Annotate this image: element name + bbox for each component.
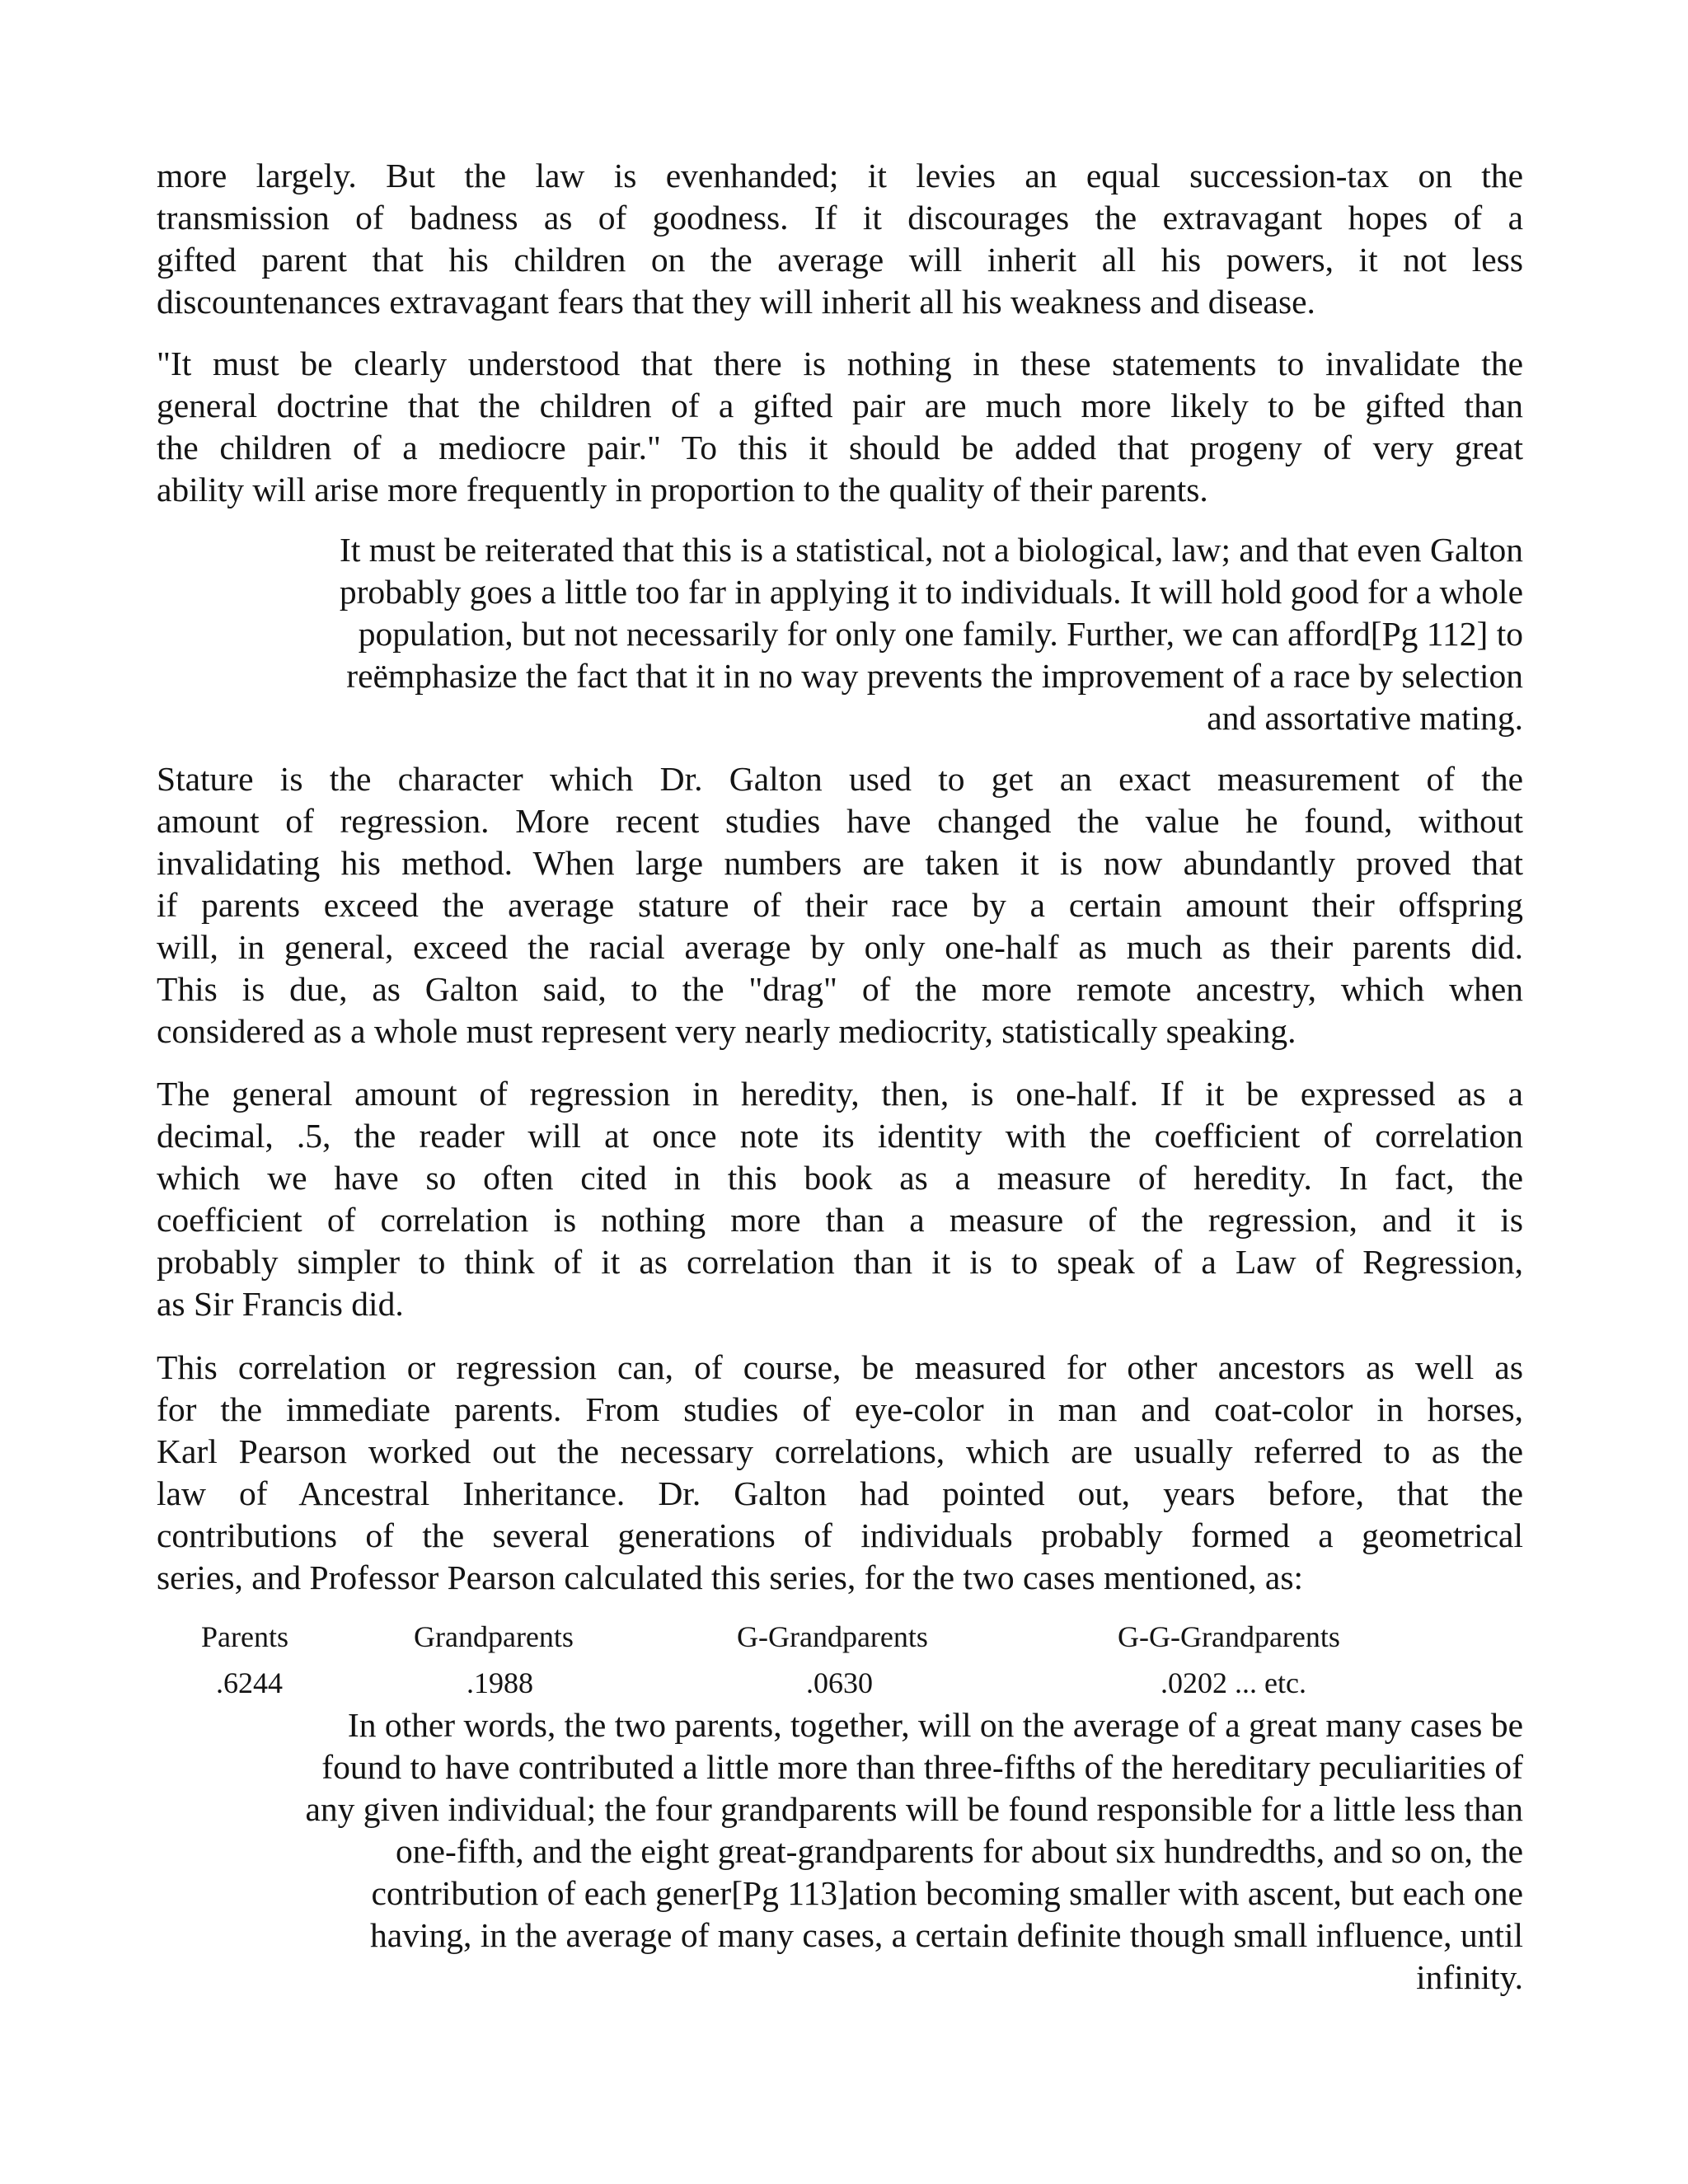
text-line: considered as a whole must represent very nearly mediocrity, statistically speaking. (157, 1012, 1296, 1050)
text-line: any given individual; the four grandparents will be found responsible for a little less than (305, 1790, 1523, 1828)
text-line: contributions of the several generations of individuals probably formed a geometrical (157, 1516, 1523, 1554)
text-line: discountenances extravagant fears that they will inherit all his weakness and disease. (157, 283, 1315, 321)
paragraph-in-other-words (157, 1704, 1523, 1999)
text-line: and assortative mating. (1207, 699, 1523, 737)
text-line: ability will arise more frequently in proportion to the quality of their parents. (157, 471, 1208, 509)
paragraph-succession-tax (157, 155, 1523, 323)
table-header: G-G-Grandparents (1118, 1620, 1340, 1653)
ancestral-contribution-table (157, 1619, 1523, 1701)
text-line: one-fifth, and the eight great-grandparents for about six hundredths, and so on, the (396, 1832, 1523, 1870)
text-line: more largely. But the law is evenhanded; it levies an equal succession-tax on the (157, 157, 1523, 194)
text-line: Stature is the character which Dr. Galton used to get an exact measurement of the (157, 760, 1523, 798)
table-header: Grandparents (414, 1620, 574, 1653)
text-line: infinity. (1416, 1958, 1523, 1996)
table-cell: .6244 (216, 1666, 283, 1699)
paragraph-ancestral-inheritance (157, 1347, 1523, 1599)
table-cell: .0630 (806, 1666, 873, 1699)
table-header: G-Grandparents (737, 1620, 928, 1653)
text-line: general doctrine that the children of a gifted pair are much more likely to be gifted than (157, 387, 1523, 424)
text-line: probably goes a little too far in applying it to individuals. It will hold good for a whole (339, 573, 1523, 611)
text-line: amount of regression. More recent studies have changed the value he found, without (157, 802, 1523, 840)
text-line: The general amount of regression in heredity, then, is one-half. If it be expressed as a (157, 1075, 1523, 1113)
text-line: It must be reiterated that this is a statistical, not a biological, law; and that even Galton (340, 531, 1523, 569)
text-line: having, in the average of many cases, a certain definite though small influence, until (370, 1916, 1523, 1954)
text-line: will, in general, exceed the racial average by only one-half as much as their parents did. (157, 928, 1523, 966)
paragraph-regression (157, 1073, 1523, 1325)
text-line: Karl Pearson worked out the necessary correlations, which are usually referred to as the (157, 1432, 1523, 1470)
paragraph-quotation (157, 343, 1523, 511)
paragraph-stature (157, 758, 1523, 1052)
paragraph-statistical-law (157, 529, 1523, 739)
text-line: invalidating his method. When large numbers are taken it is now abundantly proved that (157, 844, 1523, 882)
text-line: This correlation or regression can, of course, be measured for other ancestors as well as (157, 1348, 1523, 1386)
text-line: probably simpler to think of it as correlation than it is to speak of a Law of Regression, (157, 1243, 1523, 1281)
text-line: decimal, .5, the reader will at once note its identity with the coefficient of correlation (157, 1117, 1523, 1155)
text-line: for the immediate parents. From studies of eye-color in man and coat-color in horses, (157, 1390, 1523, 1428)
text-line: "It must be clearly understood that there is nothing in these statements to invalidate the (157, 344, 1523, 382)
table-cell: .1988 (467, 1666, 533, 1699)
text-line: reëmphasize the fact that it in no way prevents the improvement of a race by selection (346, 657, 1523, 695)
text-line: which we have so often cited in this book as a measure of heredity. In fact, the (157, 1159, 1523, 1197)
text-line: In other words, the two parents, together, will on the average of a great many cases be (347, 1706, 1523, 1744)
text-line: as Sir Francis did. (157, 1285, 404, 1323)
text-line: transmission of badness as of goodness. If it discourages the extravagant hopes of a (157, 199, 1523, 237)
text-line: population, but not necessarily for only one family. Further, we can afford[Pg 112] to (358, 615, 1523, 653)
text-line: found to have contributed a little more than three-fifths of the hereditary peculiarities of (321, 1748, 1523, 1786)
text-line: if parents exceed the average stature of their race by a certain amount their offspring (157, 886, 1523, 924)
table-header: Parents (201, 1620, 288, 1653)
text-line: the children of a mediocre pair." To this it should be added that progeny of very great (157, 429, 1523, 466)
text-line: law of Ancestral Inheritance. Dr. Galton had pointed out, years before, that the (157, 1474, 1523, 1512)
text-line: gifted parent that his children on the average will inherit all his powers, it not less (157, 241, 1523, 279)
text-line: coefficient of correlation is nothing more than a measure of the regression, and it is (157, 1201, 1523, 1239)
text-line: series, and Professor Pearson calculated this series, for the two cases mentioned, as: (157, 1558, 1303, 1596)
text-line: This is due, as Galton said, to the "drag" of the more remote ancestry, which when (157, 970, 1523, 1008)
text-line: contribution of each gener[Pg 113]ation becoming smaller with ascent, but each one (371, 1874, 1523, 1912)
table-cell: .0202 ... etc. (1160, 1666, 1306, 1699)
